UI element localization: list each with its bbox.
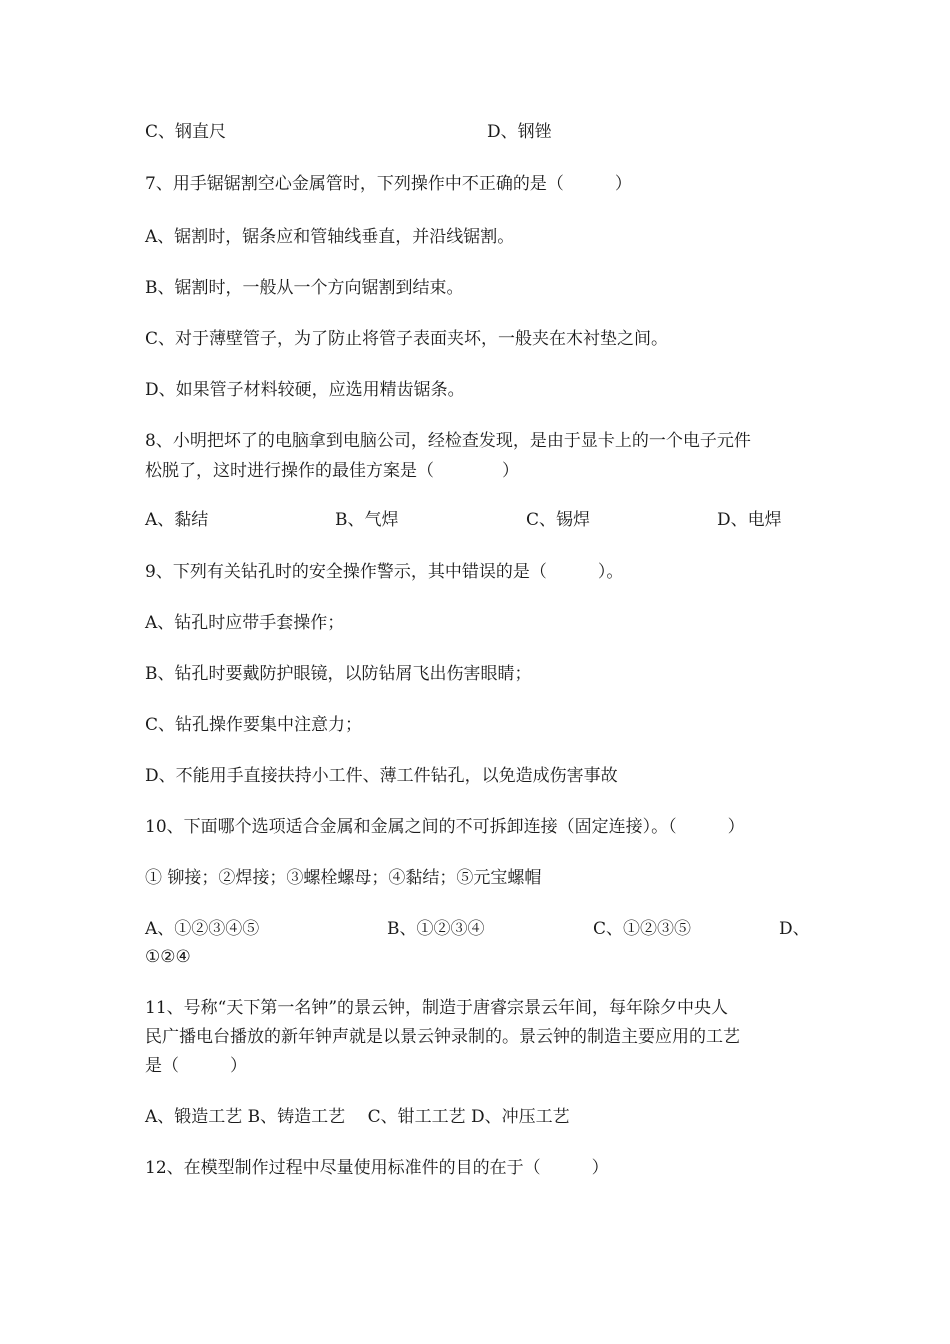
q12-stem: 12、在模型制作过程中尽量使用标准件的目的在于（ ）: [145, 1158, 609, 1178]
q10-options-row: [145, 916, 810, 942]
q8-option-b: B、气焊: [335, 510, 399, 530]
q11-stem-line2: 民广播电台播放的新年钟声就是以景云钟录制的。景云钟的制造主要应用的工艺: [145, 1027, 740, 1047]
q11-options: A、锻造工艺 B、铸造工艺 C、钳工工艺 D、冲压工艺: [145, 1107, 570, 1127]
q6-option-c: C、钢直尺: [145, 122, 227, 142]
q6-option-d: D、钢锉: [487, 122, 552, 142]
q10-option-c: C、①②③⑤: [593, 919, 692, 939]
q8-option-c: C、锡焊: [526, 510, 591, 530]
q10-option-d-value: ①②④: [145, 947, 191, 967]
q10-option-b: B、①②③④: [387, 919, 485, 939]
q10-option-a: A、①②③④⑤: [145, 919, 260, 939]
q8-options-row: [145, 507, 810, 533]
q7-option-a: A、锯割时，锯条应和管轴线垂直，并沿线锯割。: [145, 227, 515, 247]
q9-option-a: A、钻孔时应带手套操作；: [145, 613, 345, 633]
q6-options-row: [145, 119, 810, 145]
q7-option-c: C、对于薄壁管子，为了防止将管子表面夹坏，一般夹在木衬垫之间。: [145, 329, 669, 349]
q11-stem-line1: 11、号称“天下第一名钟”的景云钟，制造于唐睿宗景云年间，每年除夕中央人: [145, 998, 729, 1018]
q9-option-c: C、钻孔操作要集中注意力；: [145, 715, 363, 735]
q7-stem: 7、用手锯锯割空心金属管时，下列操作中不正确的是（ ）: [145, 174, 632, 194]
q8-stem-line1: 8、小明把坏了的电脑拿到电脑公司，经检查发现，是由于显卡上的一个电子元件: [145, 431, 751, 451]
q10-stem: 10、下面哪个选项适合金属和金属之间的不可拆卸连接（固定连接）。（ ）: [145, 817, 745, 837]
q7-option-b: B、锯割时，一般从一个方向锯割到结束。: [145, 278, 464, 298]
q10-items: ① 铆接；②焊接；③螺栓螺母；④黏结；⑤元宝螺帽: [145, 868, 542, 888]
q9-stem: 9、下列有关钻孔时的安全操作警示，其中错误的是（ ）。: [145, 562, 624, 582]
q7-option-d: D、如果管子材料较硬，应选用精齿锯条。: [145, 380, 465, 400]
q9-option-b: B、钻孔时要戴防护眼镜，以防钻屑飞出伤害眼睛；: [145, 664, 532, 684]
q8-option-d: D、电焊: [717, 510, 782, 530]
q8-option-a: A、黏结: [145, 510, 209, 530]
q11-stem-line3: 是（ ）: [145, 1056, 247, 1076]
q9-option-d: D、不能用手直接扶持小工件、薄工件钻孔，以免造成伤害事故: [145, 766, 618, 786]
q8-stem-line2: 松脱了，这时进行操作的最佳方案是（ ）: [145, 461, 519, 481]
q10-option-d-label: D、: [779, 919, 810, 939]
